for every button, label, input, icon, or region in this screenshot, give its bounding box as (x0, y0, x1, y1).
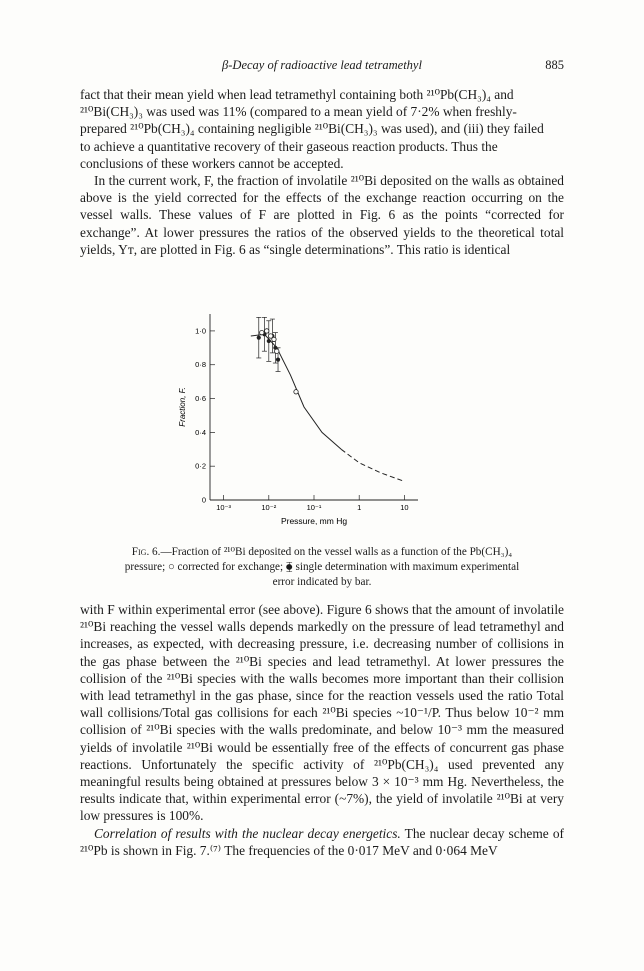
caption-label: Fig. 6. (131, 546, 161, 558)
fit-curve-dashed (341, 449, 404, 481)
running-title: β-Decay of radioactive lead tetramethyl (222, 58, 422, 72)
chart-axes (195, 314, 418, 512)
corrected-point-marker (294, 390, 298, 394)
para1-line-5: conclusions of these workers cannot be accepted. (80, 155, 344, 171)
corrected-point-marker (260, 330, 264, 334)
corrected-point-marker (265, 329, 269, 333)
paragraph-results: with F within experimental error (see above). Figure 6 shows that the amount of involatile ²¹⁰Bi reaching the vessel walls depends markedly on the pressure of lead tetramethyl and increases, as expected, with decreasing pressure, i.e. decreasing number of collisions in the gas phase between the ²¹⁰Bi species and lead tetramethyl. At lower pressures the collision of the ²¹⁰Bi species with the walls becomes more important than their collision with lead tetramethyl in the gas phase, since for the reaction vessels used the ratio Total wall collisions/Total gas collisions for each ²¹⁰Bi species ~10⁻¹/P. Thus below 10⁻² mm collision of ²¹⁰Bi species with the walls predominate, and below 10⁻³ mm the measured yields of involatile ²¹⁰Bi would be essentially free of the effects of concurrent gas phase reactions. Unfortunately the specific activity of ²¹⁰Pb(CH₃)₄ used prevented any meaningful results being obtained at pressures below 3 × 10⁻³ mm Hg. Nevertheless, the results indicate that, within experimental error (~7%), the yield of involatile ²¹⁰Bi at very low pressures is 100%. (80, 602, 564, 824)
x-tick-label: 10⁻² (261, 503, 277, 512)
point-marker-filled (257, 336, 261, 340)
y-tick-label: 1·0 (195, 326, 206, 336)
y-axis-label: Fraction, F. (178, 387, 187, 427)
para1-line-3: prepared ²¹⁰Pb(CH₃)₄ containing negligible ²¹⁰Bi(CH₃)₃ was used), and (iii) they failed (80, 121, 544, 137)
para1-line-4: to achieve a quantitative recovery of their gaseous reaction products. Thus the (80, 138, 498, 154)
paragraph-correlation-text: The nuclear decay scheme of ²¹⁰Pb is shown in Fig. 7.⁽⁷⁾ The frequencies of the 0·017 MeV and 0·064 MeV (80, 825, 564, 858)
y-tick-label: 0 (201, 495, 206, 505)
x-axis-label: Pressure, mm Hg (280, 516, 348, 526)
single-determination-point (256, 317, 261, 358)
text-block-top (80, 86, 564, 258)
x-tick-label: 10⁻³ (216, 503, 232, 512)
figure-caption (120, 545, 524, 590)
para1-line-1: fact that their mean yield when lead tetramethyl containing both ²¹⁰Pb(CH₃)₄ and (80, 87, 514, 102)
figure-6-chart (150, 300, 470, 530)
corrected-point-marker (272, 337, 276, 341)
paragraph-continued (80, 86, 564, 172)
running-head (80, 58, 564, 74)
paragraph-current-work: In the current work, F, the fraction of involatile ²¹⁰Bi deposited on the walls as obtained above is the yield corrected for the effects of the exchange reaction occurring on the vessel walls. These values of F are plotted in Fig. 6 as the points “corrected for exchange”. At lower pressures the ratios of the observed yields to the theoretical total yields, Yᴛ, are plotted in Fig. 6 as “single determinations”. This ratio is identical (80, 173, 564, 257)
single-determination-point (266, 321, 271, 362)
x-tick-label: 10 (400, 503, 409, 512)
para1-line-2: ²¹⁰Bi(CH₃)₃ was used was 11% (compared to a mean yield of 7·2% when freshly- (80, 104, 517, 120)
point-marker-filled (267, 339, 271, 343)
paragraph-correlation (80, 825, 564, 859)
section-runin-heading: Correlation of results with the nuclear decay energetics. (94, 825, 401, 841)
y-tick-label: 0·2 (195, 461, 206, 471)
x-tick-label: 10⁻¹ (306, 503, 322, 512)
page-number: 885 (545, 58, 564, 72)
text-block-bottom (80, 601, 564, 859)
data-marks (256, 317, 298, 394)
corrected-point-marker (275, 349, 279, 353)
y-tick-label: 0·6 (195, 394, 206, 404)
x-tick-label: 1 (357, 503, 362, 512)
point-marker-filled (276, 358, 280, 362)
fit-curve-layer (251, 334, 405, 481)
y-tick-label: 0·4 (195, 427, 206, 437)
y-tick-label: 0·8 (195, 360, 206, 370)
caption-text: —Fraction of ²¹⁰Bi deposited on the vessel walls as a function of the Pb(CH₃)₄ pressure; ○ corrected for exchange; ⧳ single determination with maximum experimental error indicated by bar. (124, 546, 520, 588)
